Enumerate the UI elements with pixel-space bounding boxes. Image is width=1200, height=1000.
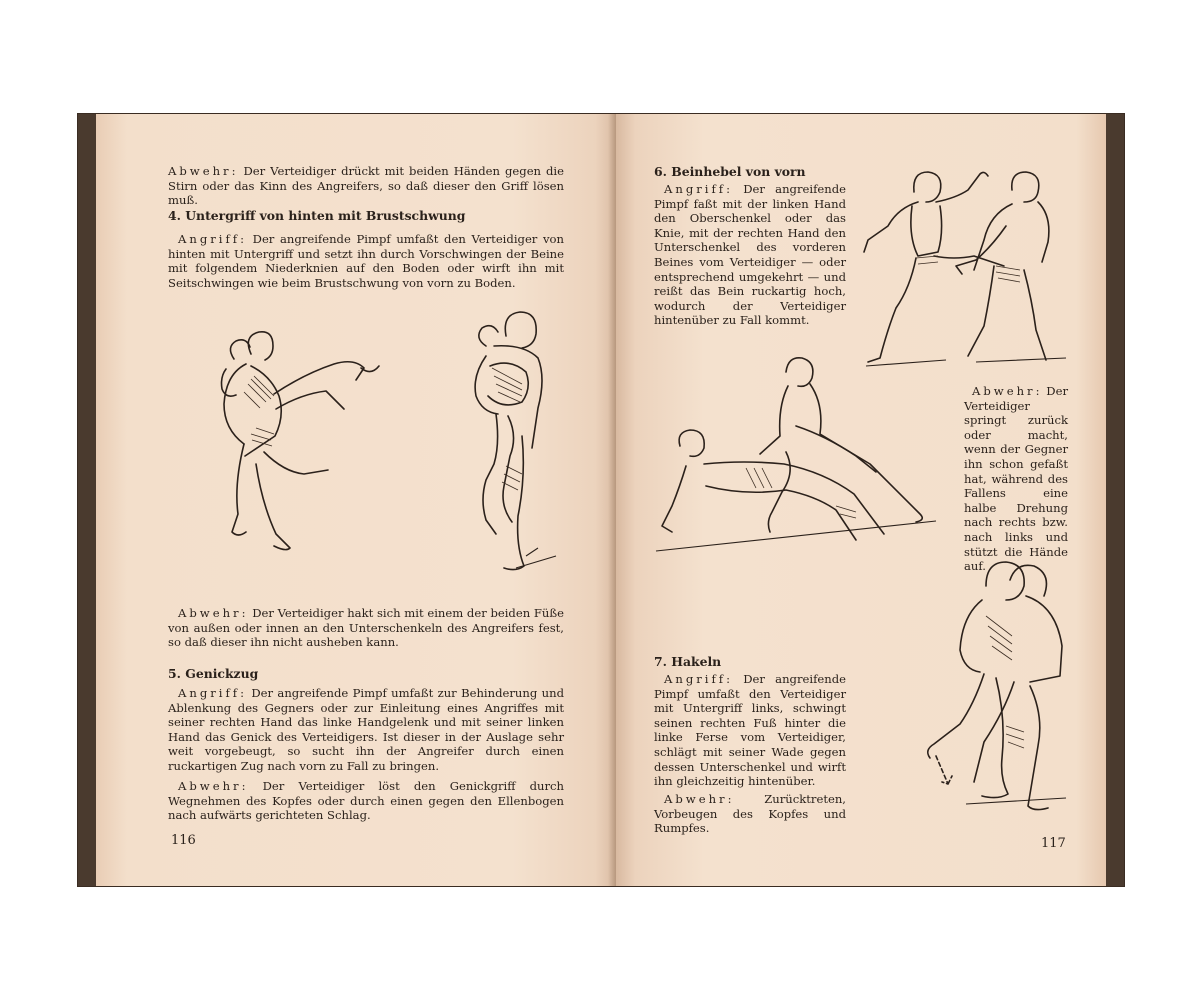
paragraph-abwehr-5: Abwehr: Der Verteidiger löst den Genickgriff durch Wegnehmen des Kopfes oder durch einen gegen den Ellenbogen nach aufwärts gerichteten Schlag. <box>168 779 564 823</box>
paragraph-abwehr-3: Abwehr: Der Verteidiger drückt mit beiden Händen gegen die Stirn oder das Kinn des Angreifers, so daß dieser den Griff lösen muß. <box>168 164 564 208</box>
paragraph-angriff-7: Angriff: Der angreifende Pimpf umfaßt den Verteidiger mit Untergriff links, schwingt seinen rechten Fuß hinter die linke Ferse vom Verteidiger, schlägt mit seiner Wade gegen dessen Unterschenkel und wirft ihn gleichzeitig hintenüber. <box>654 672 846 789</box>
wrestlers-lifted-drawing <box>446 306 566 576</box>
section-heading-6: 6. Beinhebel von vorn <box>654 164 806 179</box>
term-abwehr: Abwehr: <box>168 164 239 178</box>
paragraph-abwehr-7: Abwehr: Zurücktreten, Vorbeugen des Kopfes und Rumpfes. <box>654 792 846 836</box>
wrestlers-untergriff-drawing <box>156 324 386 574</box>
section-heading-7: 7. Hakeln <box>654 654 722 669</box>
page-number-right: 117 <box>1041 836 1066 851</box>
paragraph-angriff-4: Angriff: Der angreifende Pimpf umfaßt den Verteidiger von hinten mit Untergriff und setzt ihn durch Vorschwingen der Beine mit folgendem Niederknien auf den Boden oder wirft ihn mit Seitschwingen wie beim Brustschwung von vorn zu Boden. <box>168 232 564 290</box>
paragraph-abwehr-6: Abwehr: Der Verteidiger springt zurück oder macht, wenn der Gegner ihn schon gefaßt hat, während des Fallens eine halbe Drehung nach rechts bzw. nach links und stützt die Hände auf. <box>964 384 1068 574</box>
wrestlers-hakeln-drawing <box>926 556 1076 826</box>
paragraph-angriff-6: Angriff: Der angreifende Pimpf faßt mit der linken Hand den Oberschenkel oder das Knie, mit der rechten Hand den Unterschenkel des vorderen Beines vom Verteidiger — oder entsprechend umgekehrt — und reißt das Bein ruckartig hoch, wodurch der Verteidiger hintenüber zu Fall kommt. <box>654 182 846 328</box>
right-page <box>616 114 1106 886</box>
page-number-left: 116 <box>171 833 196 848</box>
wrestlers-falling-drawing <box>646 356 946 566</box>
left-page <box>96 114 616 886</box>
paragraph-abwehr-4: Abwehr: Der Verteidiger hakt sich mit einem der beiden Füße von außen oder innen an den Unterschenkeln des Angreifers fest, so daß dieser ihn nicht ausheben kann. <box>168 606 564 650</box>
section-heading-5: 5. Genickzug <box>168 666 259 681</box>
section-heading-4: 4. Untergriff von hinten mit Brustschwung <box>168 208 466 223</box>
open-book <box>78 114 1124 886</box>
wrestlers-beinhebel-drawing <box>856 166 1076 376</box>
paragraph-angriff-5: Angriff: Der angreifende Pimpf umfaßt zur Behinderung und Ablenkung des Gegners oder zur Einleitung eines Angriffes mit seiner rechten Hand das linke Handgelenk und mit seiner linken Hand das Genick des Verteidigers. Ist dieser in der Auslage sehr weit vorgebeugt, so sucht ihn der Angreifer durch einen ruckartigen Zug nach vorn zu Fall zu bringen. <box>168 686 564 773</box>
